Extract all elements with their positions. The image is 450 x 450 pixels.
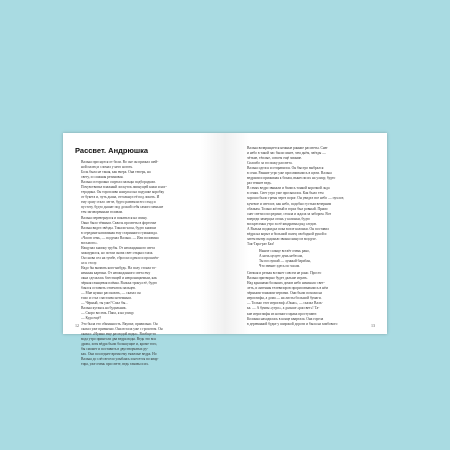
- text-line: Он снова сел на тумбе, сбросил одеяло и прошлёп-: [81, 255, 160, 260]
- text-line: Над крышами больших домов небо начинало свет-: [247, 281, 325, 286]
- text-line: снег светил посредине, стояла и ждала за забором. Вот: [247, 211, 332, 216]
- text-line: боялся оставить отпечаток пальцев.: [81, 286, 136, 291]
- text-line: Нащупал кнопку трубы. От неожиданного света: [81, 245, 155, 250]
- text-line: «Часов семь, — подумал Валька. — Или половина: [81, 235, 159, 240]
- text-line: окна сделалась блестящей и непроницаемым, как: [81, 276, 157, 281]
- text-line: раз темнее ведь.: [247, 181, 272, 186]
- text-line: Валька кутаясь на будильник.: [81, 306, 127, 311]
- text-line: теродина. Он торопливо нащупал на подушке коробку: [81, 190, 165, 195]
- text-line: Валька осторожно ощупал пальцы подбородком.: [81, 180, 156, 185]
- right-page-paragraphs-top: [241, 146, 375, 247]
- text-line: ка. — А буквы «утро», а дальше «рассвет»! Та-: [247, 306, 320, 311]
- left-page: [63, 133, 225, 366]
- text-line: Валька проснулся от боли. Во сне он прижал шей-: [81, 160, 159, 164]
- right-page-paragraphs-bottom: [241, 271, 375, 327]
- text-line: ему сразу стало легче, будто развеяли его стыд и: [81, 200, 156, 205]
- text-line: Окно было тёмным. Сквозь просветы в форточке: [81, 220, 157, 225]
- text-line: ненькая картина. От неожиданного света ему: [81, 271, 151, 276]
- text-line: Колонка находилась в конце квартала. Она горела: [247, 316, 324, 321]
- poem-stanza: [241, 249, 375, 269]
- text-line: В сенях ведро звякали и бились тонкой корочкой льда: [247, 186, 330, 191]
- text-line: А ночь целует день небесам,: [259, 253, 303, 258]
- text-line: восьмого».: [81, 240, 98, 245]
- text-line: пустоту, будто дышат под доской себя самого меньше: [81, 205, 164, 210]
- right-page-text: [241, 146, 375, 327]
- text-line: воскресенья утро за её квадратны ряд следов.: [247, 221, 317, 226]
- text-line: тихо и стал счастливо неземным.: [81, 296, 132, 301]
- text-line: бы сможет и поставить в двустворчатых ру-: [81, 346, 149, 351]
- text-line: в сени. Ранние утро уже просачивались в щели. Валька: [247, 171, 332, 176]
- text-line: вёдра на корыт и большой палец свободной рукой и: [247, 231, 327, 236]
- text-line: в середине напоминая ему старинного гуманоида.: [81, 230, 158, 235]
- text-line: затем вытер ладонью звонко кинул в воздухе.: [247, 236, 317, 241]
- text-line: Почувствовал влажный лоскуток липнущей кожи и ног-: [81, 185, 167, 190]
- left-page-number: 12: [75, 323, 79, 328]
- text-line: тира, уже очень при свете, ведь таковы и их.: [81, 361, 149, 366]
- text-line: чёрными тонкими чертами. Они были похожи на: [247, 291, 323, 296]
- text-line: Валька перевернулся и покатился на спину.: [81, 215, 148, 220]
- text-line: зажмурился, но потом снова свет открыл глаза.: [81, 250, 154, 255]
- text-line: вода утро принесли два ведра воды. Ведь это вся: [81, 336, 156, 341]
- text-line: Надо бы вызвать кого-нибудь. На полу стояла то-: [81, 265, 157, 270]
- right-page-number: 13: [371, 323, 375, 328]
- text-line: от букета и, чуть дыша, оттолкнул её под локоть. И: [81, 195, 160, 200]
- text-line: Валька возвращается нежные ранние рассветы. Снег: [247, 146, 328, 150]
- text-line: в деревянной будке у широкой дороги и была на замбового: [247, 321, 338, 326]
- text-line: Боль была не такая, как вчера. Она теперь, на: [81, 170, 151, 175]
- text-line: ал к столу.: [81, 260, 97, 265]
- text-line: свету, и сложная резиновая.: [81, 175, 124, 180]
- text-line: впереди замерцал огонь у колонки, будто: [247, 216, 310, 221]
- text-line: тем заговоренным головам.: [81, 210, 123, 215]
- text-line: леть, и антенны телевизоров прорисовывались в нём: [247, 286, 328, 291]
- text-line: сказал уже привычно. Она встала уже с грохотом. Он: [81, 326, 163, 331]
- text-line: хорошо было гремя через порог. Он увидел все небо — пухлое,: [247, 196, 345, 201]
- text-line: А Валька поджидал пока возле колонки. Он поставил: [247, 226, 329, 231]
- text-line: — Мне нужно рассказать, — сказал он: [81, 291, 141, 296]
- text-line: — Только этот иероглиф «Окно», — сказал Валь-: [247, 301, 323, 306]
- text-line: Нынче солнце встаёт очень рано,: [259, 248, 310, 253]
- text-line: Валька притворно будет дальше играть.: [247, 276, 308, 281]
- text-line: в сенях. Свет утро уже просыпался. Как было тем: [247, 191, 324, 196]
- text-line: дрова, хотя вёдра были большущие и, кроме того,: [81, 341, 158, 346]
- text-line: Валька видел звёзды. Тикали часы, будто кнопки: [81, 225, 157, 230]
- text-line: Валька до слёз весело улыбаясь и несется по квар-: [81, 356, 159, 361]
- text-line: ведрами и прижимая к бокам, вынесли их на улицу, будто: [247, 176, 336, 181]
- text-line: Так-Тара-рат Бах!: [247, 241, 275, 246]
- text-line: Это была его обязанность. Вкупке, правильно. Он: [81, 321, 158, 326]
- text-line: чёткие, тёплые, совсем ещё зимние.: [247, 156, 303, 161]
- left-page-text: [75, 146, 209, 367]
- chapter-title: Рассвет. Андрюшка: [75, 146, 149, 155]
- text-line: и небо в такой час были синее, чем днём, звёзды —: [247, 151, 326, 156]
- text-line: — Скоро восемь. Папа, я на улицу.: [81, 311, 135, 316]
- right-page: [225, 133, 387, 334]
- book-spread: [63, 133, 387, 366]
- text-line: чёрная глянцевая плёнка. Валька тронул её, будто: [81, 281, 158, 286]
- text-line: облакам. Только жёлтый в горах был ровный. Прямо: [247, 206, 328, 211]
- text-line: ках. Она последнее время ему тяжелые ведра. Но: [81, 351, 157, 356]
- left-page-paragraphs: [75, 160, 209, 367]
- text-line: сказал: «Нужно еще раз водой воды». Вообще-то: [81, 331, 157, 336]
- text-line: — Куда ещё?: [81, 316, 102, 321]
- text-line: ной палец и сломал у него ноготь.: [81, 165, 134, 170]
- text-line: Ты послушай — лунный барабан,: [259, 259, 311, 264]
- text-line: иероглифы, а дома — на листы большой бумаги.: [247, 296, 322, 301]
- text-line: Что звенит здесь по часам.: [259, 264, 300, 269]
- text-line: — Чёрный, ты уже? Спал бы...: [81, 301, 129, 306]
- text-line: Свежая и резкая встанет совсем не рано. Просто: [247, 271, 322, 276]
- text-line: кучевое и светлое, как небо, подобно густым вечерним: [247, 201, 332, 206]
- text-line: кие иероглифы из ночного мрака проступают.: [247, 311, 318, 316]
- text-line: Валька оделся и отправился. Он быстро выбрался: [247, 166, 324, 171]
- text-line: Спасибо за госпожу рассвета.: [247, 161, 293, 166]
